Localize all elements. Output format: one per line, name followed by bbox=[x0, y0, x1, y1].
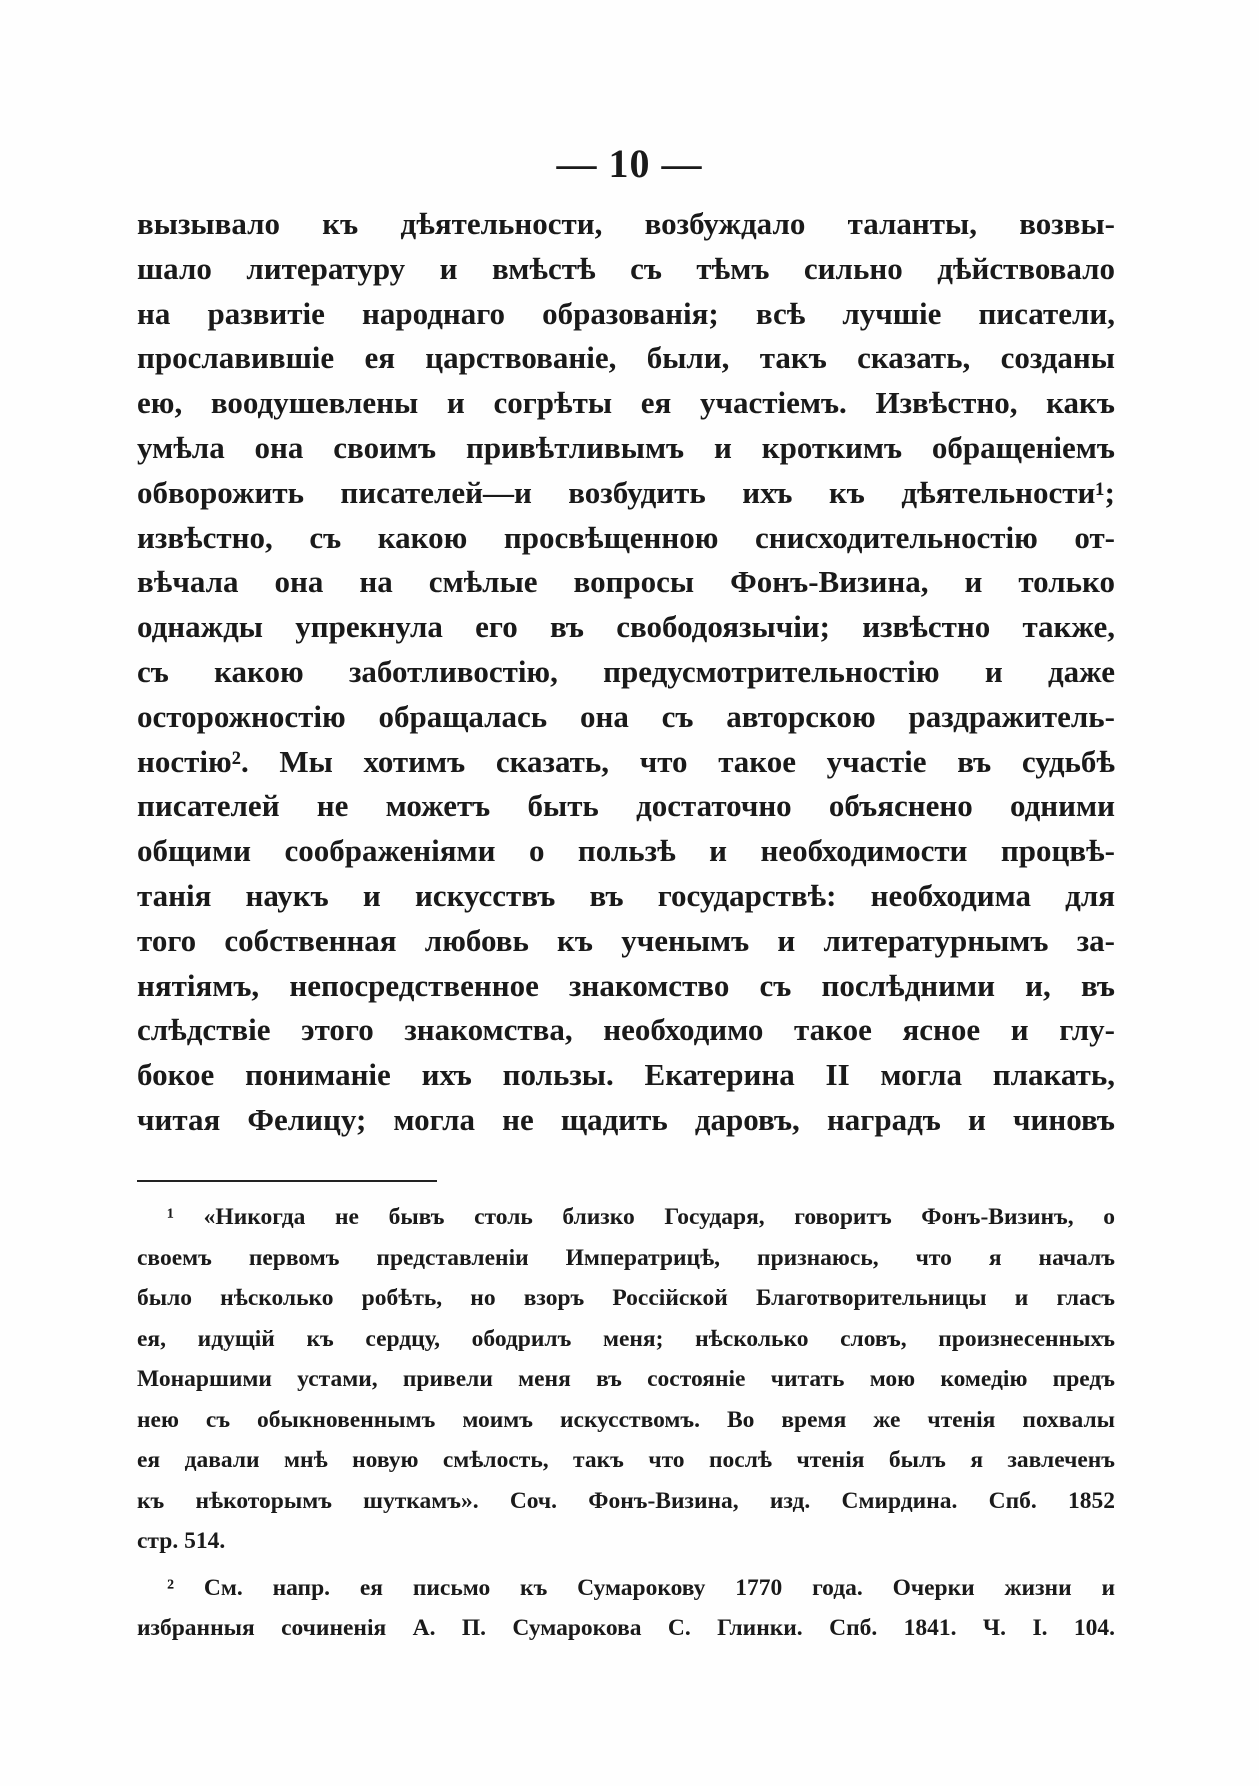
text-line: читая Фелицу; могла не щадить даровъ, наградъ и чиновъ bbox=[137, 1101, 1115, 1137]
footnote-line: Монаршими устами, привели меня въ состояніе читать мою комедію предъ bbox=[137, 1366, 1115, 1392]
text-line: умѣла она своимъ привѣтливымъ и кроткимъ обращеніемъ bbox=[137, 429, 1115, 465]
text-line: вѣчала она на смѣлые вопросы Фонъ-Визина, и только bbox=[137, 564, 1115, 600]
footnote-line: стр. 514. bbox=[137, 1528, 226, 1554]
text-line: осторожностію обращалась она съ авторскою раздражитель- bbox=[137, 698, 1115, 734]
text-line: на развитіе народнаго образованія; всѣ лучшіе писатели, bbox=[137, 295, 1115, 331]
text-line: прославившіе ея царствованіе, были, такъ сказать, созданы bbox=[137, 340, 1115, 376]
text-line: того собственная любовь къ ученымъ и литературнымъ за- bbox=[137, 922, 1115, 958]
text-line: слѣдствіе этого знакомства, необходимо такое ясное и глу- bbox=[137, 1012, 1115, 1048]
text-line: обворожить писателей—и возбудить ихъ къ дѣятельности¹; bbox=[137, 474, 1115, 510]
page-number: — 10 — bbox=[556, 141, 703, 186]
footnote-line: ея, идущій къ сердцу, ободрилъ меня; нѣсколько словъ, произнесенныхъ bbox=[137, 1325, 1115, 1352]
text-line: извѣстно, съ какою просвѣщенною снисходительностію от- bbox=[137, 519, 1115, 555]
text-line: съ какою заботливостію, предусмотрительностію и даже bbox=[137, 653, 1115, 689]
footnote-1 bbox=[137, 1197, 1115, 1562]
text-line: общими соображеніями о пользѣ и необходимости процвѣ- bbox=[137, 833, 1115, 869]
text-line: вызывало къ дѣятельности, возбуждало таланты, возвы- bbox=[137, 206, 1115, 241]
text-line: бокое пониманіе ихъ пользы. Екатерина II могла плакать, bbox=[137, 1057, 1115, 1093]
text-line: танія наукъ и искусствъ въ государствѣ: необходима для bbox=[137, 877, 1115, 913]
text-line: шало литературу и вмѣстѣ съ тѣмъ сильно дѣйствовало bbox=[137, 250, 1115, 286]
footnote-line: было нѣсколько робѣть, но взоръ Россійской Благотворительницы и гласъ bbox=[137, 1285, 1115, 1311]
text-line: однажды упрекнула его въ свободоязычіи; извѣстно также, bbox=[137, 609, 1115, 645]
footnote-line: нею съ обыкновеннымъ моимъ искусствомъ. Во время же чтенія похвалы bbox=[137, 1406, 1115, 1433]
body-text bbox=[137, 202, 1115, 1143]
footnote-2 bbox=[137, 1568, 1115, 1649]
footnote-line: ея давали мнѣ новую смѣлость, такъ что послѣ чтенія былъ я завлеченъ bbox=[137, 1447, 1115, 1473]
text-line: нятіямъ, непосредственное знакомство съ послѣдними и, въ bbox=[137, 967, 1115, 1003]
footnote-line: ¹ «Никогда не бывъ столь близко Государя, говоритъ Фонъ-Визинъ, о bbox=[167, 1204, 1115, 1230]
text-line: ею, воодушевлены и согрѣты ея участіемъ. Извѣстно, какъ bbox=[137, 385, 1115, 421]
footnote-line: избранныя сочиненія А. П. Сумарокова С. Глинки. Спб. 1841. Ч. I. 104. bbox=[137, 1615, 1115, 1641]
footnote-line: ² См. напр. ея письмо къ Сумарокову 1770 года. Очерки жизни и bbox=[167, 1574, 1115, 1601]
text-line: ностію². Мы хотимъ сказать, что такое участіе въ судьбѣ bbox=[137, 743, 1115, 779]
text-line: писателей не можетъ быть достаточно объяснено одними bbox=[137, 788, 1115, 824]
footnotes bbox=[137, 1197, 1115, 1649]
footnote-line: къ нѣкоторымъ шуткамъ». Соч. Фонъ-Визина, изд. Смирдина. Спб. 1852 bbox=[137, 1487, 1115, 1514]
footnote-line: своемъ первомъ представленіи Императрицѣ, признаюсь, что я началъ bbox=[137, 1244, 1115, 1271]
footnote-divider bbox=[137, 1180, 437, 1182]
